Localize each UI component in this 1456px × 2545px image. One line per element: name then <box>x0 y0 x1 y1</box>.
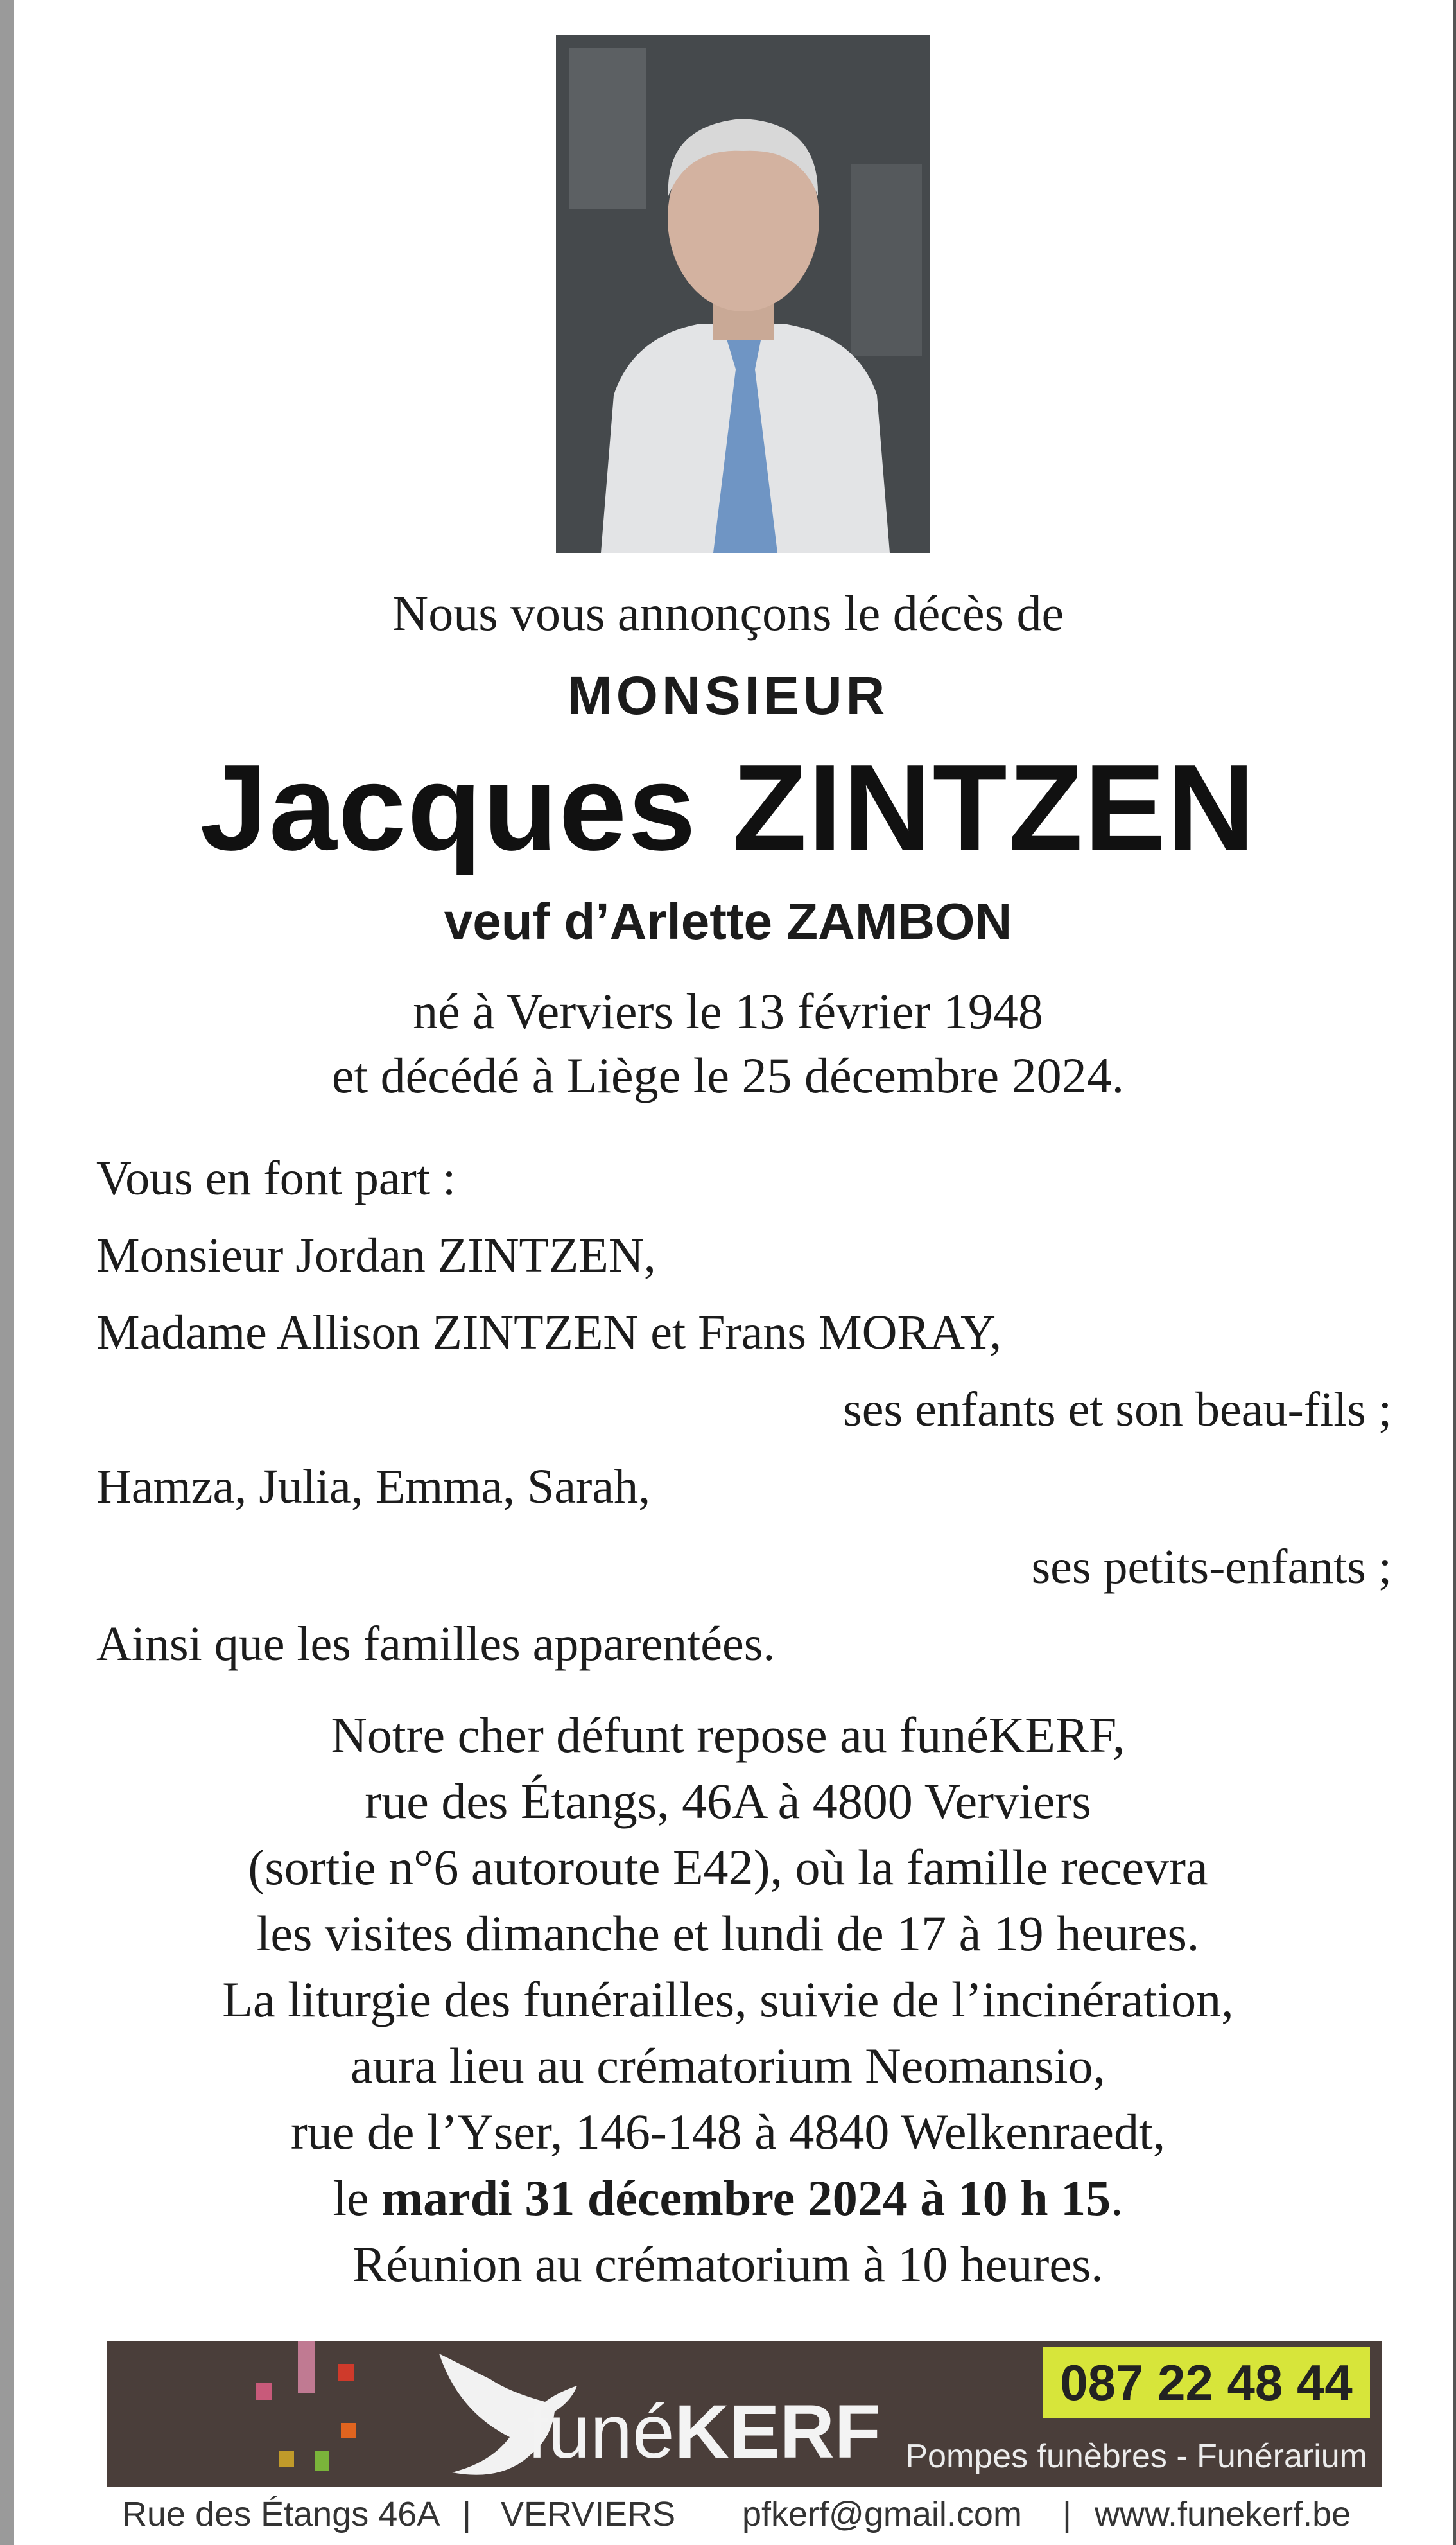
date-prefix: le <box>333 2170 382 2226</box>
ceremony-date: mardi 31 décembre 2024 à 10 h 15 <box>381 2170 1111 2226</box>
notice-line: aura lieu au crématorium Neomansio, <box>350 2038 1106 2094</box>
notice-line: La liturgie des funérailles, suivie de l’incinération, <box>222 1972 1234 2027</box>
family-relation: ses petits-enfants ; <box>1031 1540 1392 1594</box>
email-address: pfkerf@gmail.com <box>742 2495 1022 2533</box>
decor-square <box>315 2451 329 2471</box>
decor-square <box>298 2341 315 2393</box>
birth-line: né à Verviers le 13 février 1948 <box>413 983 1043 1039</box>
separator: | <box>1062 2495 1072 2533</box>
ceremony-date-line <box>64 2165 1392 2231</box>
family-relation: ses enfants et son beau-fils ; <box>843 1383 1392 1437</box>
notice-line: Notre cher défunt repose au funéKERF, <box>331 1707 1125 1763</box>
left-margin-bar <box>0 0 14 2545</box>
funeral-home-banner <box>107 2341 1382 2487</box>
phone-number: 087 22 48 44 <box>1043 2347 1370 2418</box>
notice-line: rue des Étangs, 46A à 4800 Verviers <box>365 1773 1091 1829</box>
death-line: et décédé à Liège le 25 décembre 2024. <box>331 1047 1125 1103</box>
date-suffix: . <box>1111 2170 1123 2226</box>
street-address: Rue des Étangs 46A <box>122 2495 440 2533</box>
decor-square <box>279 2451 294 2467</box>
brand-bold: KERF <box>674 2390 881 2474</box>
contact-line <box>122 2488 1374 2540</box>
family-line: Hamza, Julia, Emma, Sarah, <box>96 1460 651 1514</box>
family-line: Madame Allison ZINTZEN et Frans MORAY, <box>96 1306 1002 1360</box>
decor-square <box>341 2423 356 2438</box>
brand-logo-text <box>527 2387 881 2477</box>
portrait-illustration <box>556 35 930 553</box>
right-border-line <box>1453 0 1456 2545</box>
life-dates <box>64 979 1392 1108</box>
decor-square <box>338 2364 354 2381</box>
portrait-photo <box>556 35 930 553</box>
honorific-title: MONSIEUR <box>567 665 889 726</box>
city: VERVIERS <box>501 2495 676 2533</box>
notice-line: rue de l’Yser, 146-148 à 4840 Welkenraedt, <box>290 2104 1166 2160</box>
website-url: www.funekerf.be <box>1095 2495 1351 2533</box>
funeral-notice <box>64 1702 1392 2297</box>
notice-final-line: Réunion au crématorium à 10 heures. <box>352 2236 1104 2292</box>
separator: | <box>462 2495 472 2533</box>
deceased-name: Jacques ZINTZEN <box>200 740 1256 876</box>
announcement-intro: Nous vous annonçons le décès de <box>392 585 1064 641</box>
family-line: Ainsi que les familles apparentées. <box>96 1617 776 1671</box>
notice-line: les visites dimanche et lundi de 17 à 19 heures. <box>256 1905 1200 1961</box>
decor-square <box>256 2383 272 2400</box>
family-line: Monsieur Jordan ZINTZEN, <box>96 1229 656 1282</box>
widow-line: veuf d’Arlette ZAMBON <box>444 893 1012 950</box>
brand-tagline: Pompes funèbres - Funérarium <box>905 2438 1367 2475</box>
brand-light: funé <box>527 2390 675 2474</box>
family-intro: Vous en font part : <box>96 1151 456 1205</box>
notice-line: (sortie n°6 autoroute E42), où la famille recevra <box>248 1839 1208 1895</box>
